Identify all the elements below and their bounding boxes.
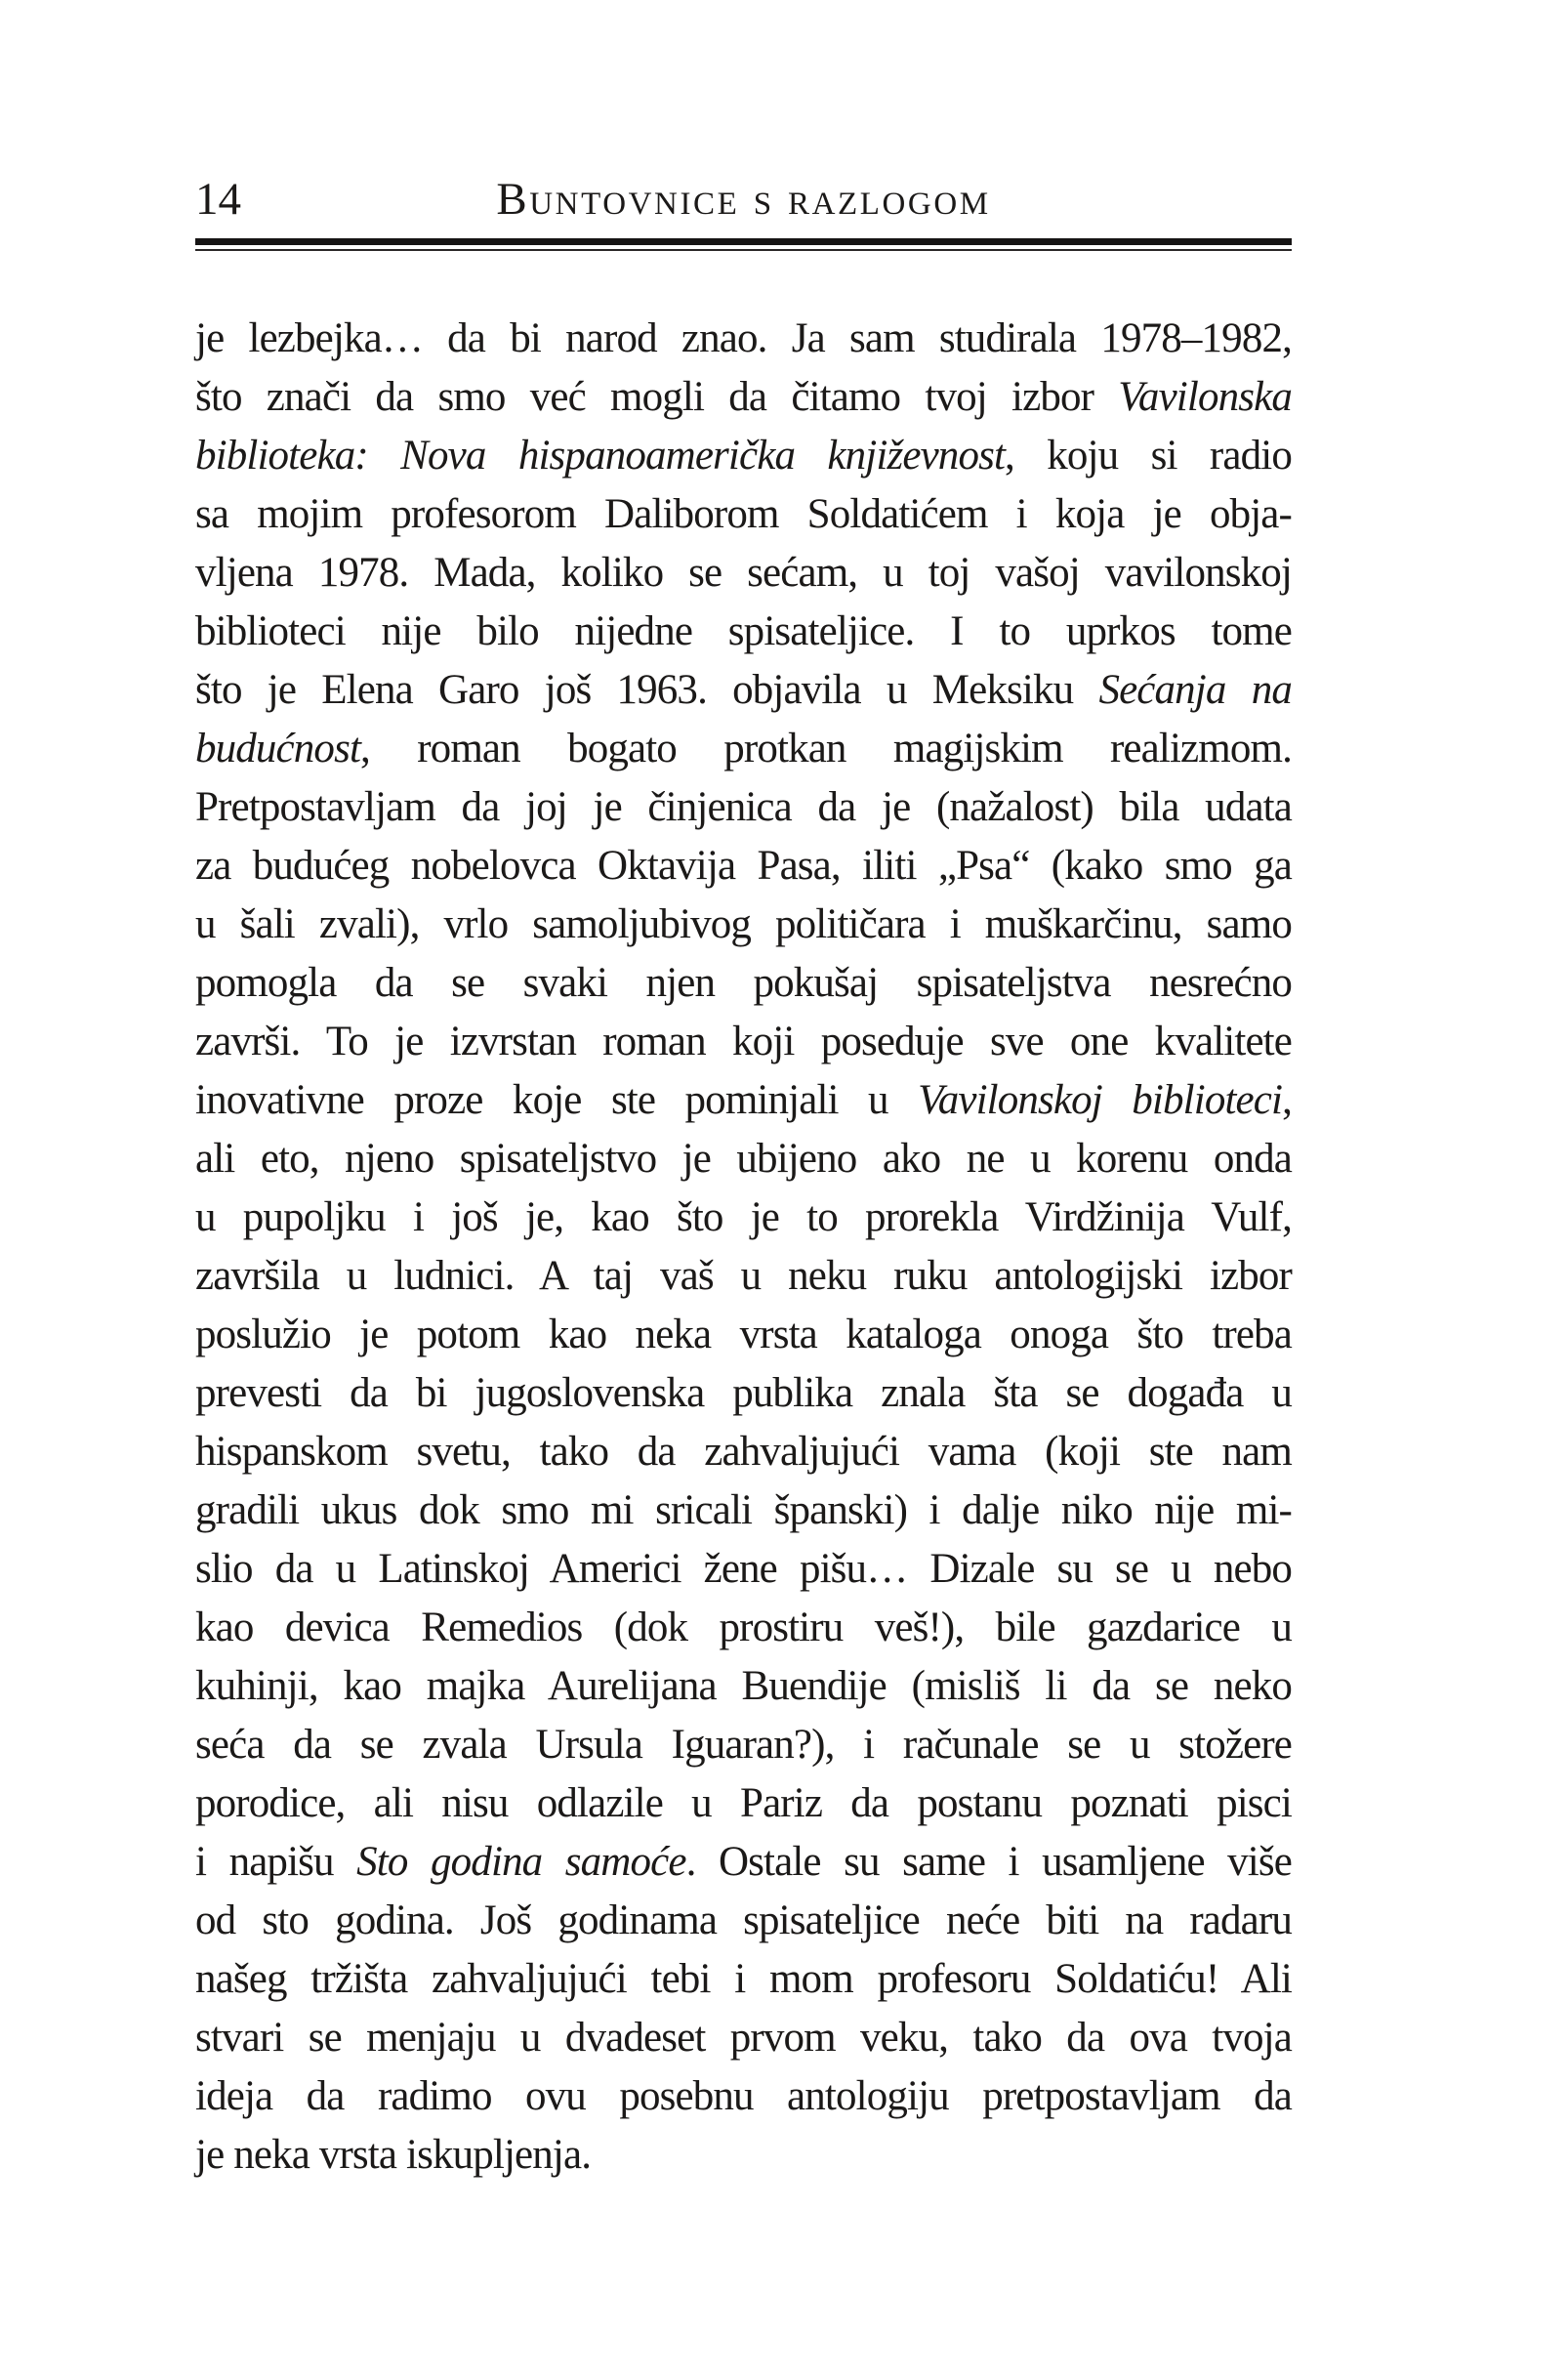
text-segment: što je Elena Garo još 1963. objavila u Meksiku (195, 667, 1099, 713)
text-line (195, 544, 1292, 603)
text-segment: hispanskom svetu, tako da zahvaljujući vama (koji ste nam (195, 1429, 1292, 1475)
text-line (195, 1364, 1292, 1423)
text-line (195, 1657, 1292, 1716)
text-segment: ideja da radimo ovu posebnu antologiju pretpostavljam da (195, 2073, 1292, 2119)
text-segment: kuhinji, kao majka Aurelijana Buendije (misliš li da se neko (195, 1663, 1292, 1709)
text-segment: što znači da smo već mogli da čitamo tvoj izbor (195, 374, 1119, 420)
italic-text-segment: budućnost (195, 726, 361, 771)
text-segment: za budućeg nobelovca Oktavija Pasa, iliti „Psa“ (kako smo ga (195, 843, 1292, 889)
header-rule-thick (195, 238, 1292, 245)
text-line (195, 720, 1292, 778)
text-line (195, 2067, 1292, 2126)
text-segment: , (1282, 1077, 1292, 1123)
text-segment: , roman bogato protkan magijskim realizmom. (360, 726, 1292, 771)
text-segment: slio da u Latinskoj Americi žene pišu… Dizale su se u nebo (195, 1546, 1292, 1592)
page-number: 14 (195, 174, 241, 225)
text-line (195, 1247, 1292, 1306)
italic-text-segment: Vavilonskoj biblioteci (918, 1077, 1283, 1123)
text-segment: pomogla da se svaki njen pokušaj spisateljstva nesrećno (195, 960, 1292, 1006)
text-line (195, 2126, 1292, 2185)
text-line (195, 1716, 1292, 1774)
text-segment: našeg tržišta zahvaljujući tebi i mom profesoru Soldatiću! Ali (195, 1956, 1292, 2002)
text-segment: . Ostale su same i usamljene više (685, 1839, 1292, 1885)
text-line (195, 837, 1292, 896)
text-line (195, 778, 1292, 837)
italic-text-segment: Vavilonska (1118, 374, 1292, 420)
text-segment: stvari se menjaju u dvadeset prvom veku, tako da ova tvoja (195, 2015, 1292, 2061)
text-line (195, 427, 1292, 485)
text-line (195, 1130, 1292, 1188)
text-line (195, 1774, 1292, 1833)
text-segment: je neka vrsta iskupljenja. (195, 2132, 592, 2178)
text-line (195, 310, 1292, 368)
text-line (195, 2009, 1292, 2067)
text-line (195, 1540, 1292, 1599)
text-line (195, 661, 1292, 720)
text-line (195, 1306, 1292, 1364)
italic-text-segment: biblioteka: Nova hispanoamerička književnost (195, 433, 1006, 479)
text-segment: kao devica Remedios (dok prostiru veš!), bile gazdarice u (195, 1605, 1292, 1650)
text-line (195, 1599, 1292, 1657)
text-segment: porodice, ali nisu odlazile u Pariz da postanu poznati pisci (195, 1780, 1292, 1826)
running-title: Buntovnice s razlogom (496, 174, 991, 225)
text-line (195, 954, 1292, 1013)
text-segment: od sto godina. Još godinama spisateljice neće biti na radaru (195, 1897, 1292, 1943)
text-segment: vljena 1978. Mada, koliko se sećam, u toj vašoj vavilonskoj (195, 550, 1292, 596)
running-head (195, 172, 1292, 229)
italic-text-segment: Sto godina samoće (356, 1839, 686, 1885)
text-line (195, 603, 1292, 661)
text-segment: u šali zvali), vrlo samoljubivog političara i muškarčinu, samo (195, 901, 1292, 947)
text-line (195, 485, 1292, 544)
text-segment: i napišu (195, 1839, 357, 1885)
text-line (195, 368, 1292, 427)
text-segment: ali eto, njeno spisateljstvo je ubijeno ako ne u korenu onda (195, 1136, 1292, 1182)
text-line (195, 1833, 1292, 1892)
text-segment: Pretpostavljam da joj je činjenica da je (nažalost) bila udata (195, 784, 1292, 830)
text-line (195, 1013, 1292, 1071)
text-line (195, 896, 1292, 954)
text-segment: završila u ludnici. A taj vaš u neku ruku antologijski izbor (195, 1253, 1292, 1299)
text-line (195, 1481, 1292, 1540)
text-segment: sa mojim profesorom Daliborom Soldatićem i koja je obja- (195, 491, 1292, 537)
text-line (195, 1892, 1292, 1950)
text-segment: biblioteci nije bilo nijedne spisateljice. I to uprkos tome (195, 608, 1292, 654)
italic-text-segment: Sećanja na (1098, 667, 1292, 713)
text-segment: završi. To je izvrstan roman koji poseduje sve one kvalitete (195, 1019, 1292, 1064)
text-segment: inovativne proze koje ste pominjali u (195, 1077, 919, 1123)
text-segment: u pupoljku i još je, kao što je to prorekla Virdžinija Vulf, (195, 1194, 1292, 1240)
text-line (195, 1188, 1292, 1247)
text-line (195, 1071, 1292, 1130)
text-line (195, 1950, 1292, 2009)
text-line (195, 1423, 1292, 1481)
header-rule-thin (195, 249, 1292, 251)
text-segment: je lezbejka… da bi narod znao. Ja sam studirala 1978–1982, (195, 315, 1292, 361)
text-segment: gradili ukus dok smo mi sricali španski) i dalje niko nije mi- (195, 1487, 1292, 1533)
text-segment: poslužio je potom kao neka vrsta kataloga onoga što treba (195, 1312, 1292, 1357)
body-text (195, 310, 1292, 2185)
text-segment: , koju si radio (1005, 433, 1292, 479)
text-segment: seća da se zvala Ursula Iguaran?), i računale se u stožere (195, 1722, 1292, 1768)
text-segment: prevesti da bi jugoslovenska publika znala šta se događa u (195, 1370, 1292, 1416)
